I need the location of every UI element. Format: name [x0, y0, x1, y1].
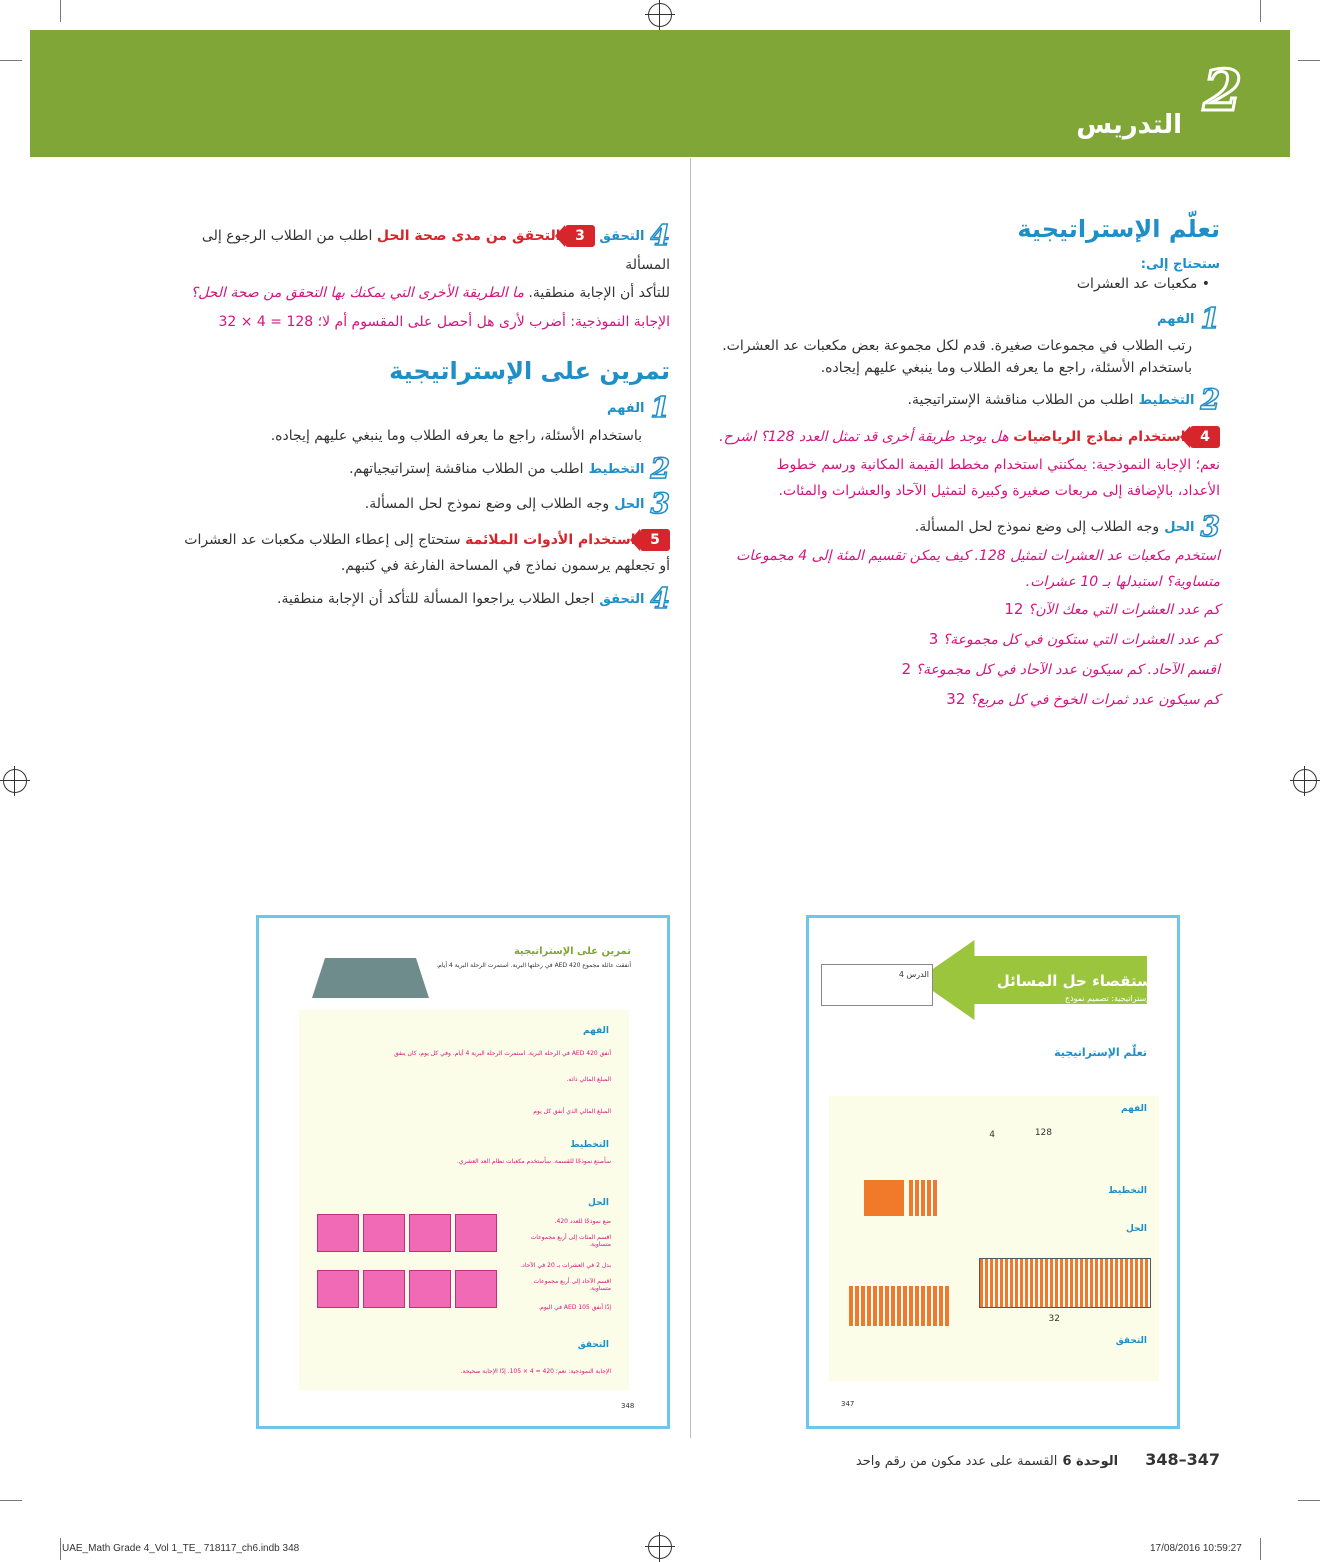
banner-number: 2 [1203, 58, 1242, 124]
step-text: أو تجعلهم يرسمون نماذج في المساحة الفارغة في كتبهم. [340, 558, 670, 574]
step-solve [710, 510, 1220, 715]
crop-mark [1260, 1538, 1261, 1560]
need-label: ستحتاج إلى: [1140, 257, 1220, 272]
tools-line: 5 استخدام الأدوات الملائمة ستحتاج إلى إعطاء الطلاب مكعبات عد العشرات [160, 528, 670, 552]
banner-title: التدريس [1076, 110, 1182, 140]
step-text: اطلب من الطلاب الرجوع إلى المسألة [201, 228, 670, 273]
hundred-block-icon [864, 1180, 904, 1216]
practice-step [160, 391, 670, 448]
practice-step [160, 452, 670, 485]
page-footer [820, 1450, 1220, 1469]
pointer-badge: 4 [1190, 426, 1220, 448]
answer: 3 [928, 630, 939, 648]
solve-line: استخدم مكعبات عد العشرات لتمثيل 128. كيف يمكن تقسيم المئة إلى 4 مجموعات [736, 548, 1220, 564]
math-practice-line [710, 426, 1220, 448]
need-item: • مكعبات عد العشرات [1076, 276, 1210, 292]
file-slug: UAE_Math Grade 4_Vol 1_TE_ 718117_ch6.indb 348 [62, 1543, 300, 1554]
hundred-grid-icon [317, 1214, 359, 1252]
thumb-title: استقصاء حل المسائل [996, 972, 1157, 990]
practice-label: استخدام الأدوات الملائمة [465, 532, 636, 548]
hundred-grid-icon [363, 1214, 405, 1252]
step-number: 4 [650, 219, 670, 252]
step-number: 2 [650, 452, 670, 485]
question: ما الطريقة الأخرى التي يمكنك بها التحقق من صحة الحل؟ [190, 285, 524, 301]
thumb-step: الحل [588, 1198, 609, 1208]
sample-answer: الإجابة النموذجية: أضرب لأرى هل أحصل على المقسوم أم لا؛ 128 = 4 × 32 [218, 314, 670, 330]
crop-mark [60, 0, 61, 22]
thumb-line: المبلغ المالي الذي أنفق كل يوم [533, 1108, 611, 1115]
practice-label: استخدام نماذج الرياضيات [1013, 429, 1186, 445]
thumb-line: اقسم الآحاد إلى أربع مجموعات متساوية. [533, 1278, 611, 1292]
step-text: اطلب من الطلاب مناقشة الإستراتيجية. [907, 392, 1134, 408]
solve-question: كم سيكون عدد ثمرات الخوخ في كل مربع؟ 32 [946, 690, 1220, 708]
answer: 2 [901, 660, 912, 678]
step-label: الفهم [607, 401, 645, 416]
thumb-learn: تعلّم الإستراتيجية [1054, 1046, 1147, 1059]
thumb-value: 32 [1048, 1314, 1060, 1324]
step-text: باستخدام الأسئلة، راجع ما يعرفه الطلاب وما ينبغي عليهم إيجاده. [820, 360, 1192, 376]
practice-label: التحقق من مدى صحة الحل [376, 228, 561, 244]
thumb-title: تمرين على الإستراتيجية [513, 946, 631, 957]
thumb-page-number: 347 [841, 1400, 855, 1408]
solve-line: متساوية؟ استبدلها بـ 10 عشرات. [1025, 574, 1220, 590]
crop-mark [60, 1538, 61, 1560]
student-page-thumbnail [256, 915, 670, 1429]
registration-mark-icon [648, 1535, 672, 1559]
learn-strategy-title: تعلّم الإستراتيجية [1017, 215, 1220, 243]
hundred-grid-icon [455, 1214, 497, 1252]
crop-mark [1298, 1500, 1320, 1501]
left-column [160, 219, 670, 615]
registration-mark-icon [648, 3, 672, 27]
step-text: اجعل الطلاب يراجعوا المسألة للتأكد أن الإجابة منطقية. [277, 591, 595, 607]
thumb-line: ضع نموذجًا للعدد 420. [554, 1218, 611, 1225]
thumb-line: اقسم المئات إلى أربع مجموعات متساوية. [530, 1234, 611, 1248]
thumb-step: التحقق [577, 1340, 609, 1350]
pointer-badge: 5 [640, 529, 670, 551]
step-check-top [160, 219, 670, 337]
answer: 32 [946, 690, 966, 708]
thumb-value: 128 [1034, 1128, 1052, 1138]
crop-mark [1298, 60, 1320, 61]
hundred-grid-icon [317, 1270, 359, 1308]
step-label: التحقق [599, 229, 645, 244]
hundred-grid-icon [363, 1270, 405, 1308]
thumb-step: التخطيط [570, 1140, 609, 1150]
thumb-step: الحل [1126, 1224, 1147, 1234]
step-label: التخطيط [588, 462, 645, 477]
thumb-step: التخطيط [1108, 1186, 1147, 1196]
step-text: للتأكد أن الإجابة منطقية. ما الطريقة الأخرى التي يمكنك بها التحقق من صحة الحل؟ [190, 285, 670, 301]
step-label: الحل [614, 497, 645, 512]
unit-description: القسمة على عدد مكون من رقم واحد [855, 1454, 1058, 1469]
thumb-line: بدل 2 في العشرات بـ 20 في الآحاد. [520, 1262, 611, 1269]
thumb-lesson: الدرس 4 [898, 970, 929, 979]
step-label: التحقق [599, 592, 645, 607]
date-slug: 17/08/2016 10:59:27 [1150, 1543, 1242, 1554]
hundred-grid-icon [409, 1270, 451, 1308]
step-text: وجه الطلاب إلى وضع نموذج لحل المسألة. [914, 519, 1160, 535]
tens-rods-icon [849, 1286, 949, 1326]
practice-step [160, 487, 670, 580]
sample-answer: الأعداد، بالإضافة إلى مربعات صغيرة وكبيرة لتمثيل الآحاد والعشرات والمئات. [778, 483, 1220, 499]
registration-mark-icon [1293, 769, 1317, 793]
car-illustration [299, 958, 429, 998]
crop-mark [0, 60, 22, 61]
step-number: 3 [650, 487, 670, 520]
solve-question: كم عدد العشرات التي ستكون في كل مجموعة؟ 3 [928, 630, 1220, 648]
step-number: 3 [1200, 510, 1220, 543]
thumb-line: الإجابة النموذجية: نعم؛ 420 = 4 × 105. إذًا الإجابة صحيحة. [460, 1368, 611, 1375]
solve-question: كم عدد العشرات التي معك الآن؟ 12 [1004, 600, 1220, 618]
thumb-line: المبلغ المالي ذاته. [566, 1076, 611, 1083]
crop-mark [0, 1500, 22, 1501]
thumb-strategy: الإستراتيجية: تصميم نموذج [1064, 994, 1153, 1003]
step-label: الفهم [1157, 312, 1195, 327]
answer: 12 [1004, 600, 1024, 618]
thumb-line: سأصنع نموذجًا للقسمة. سأستخدم مكعبات نظام العد العشري. [456, 1158, 611, 1165]
sample-answer: نعم؛ الإجابة النموذجية: يمكنني استخدام مخطط القيمة المكانية ورسم خطوط [776, 457, 1220, 473]
groups-box [979, 1258, 1151, 1308]
thumb-step: التحقق [1115, 1336, 1147, 1346]
right-column [710, 215, 1220, 715]
practice-step [160, 582, 670, 615]
thumb-body [299, 1010, 629, 1390]
step-text: اطلب من الطلاب مناقشة إستراتيجياتهم. [349, 461, 584, 477]
thumb-step: الفهم [583, 1026, 609, 1036]
question: هل يوجد طريقة أخرى قد تمثل العدد 128؟ اشرح. [719, 429, 1009, 445]
step-number: 4 [650, 582, 670, 615]
hundred-grid-icon [409, 1214, 451, 1252]
student-page-thumbnail [806, 915, 1180, 1429]
column-divider [690, 158, 691, 1438]
hundred-grid-icon [455, 1270, 497, 1308]
solve-question: اقسم الآحاد. كم سيكون عدد الآحاد في كل مجموعة؟ 2 [901, 660, 1220, 678]
thumb-page-number: 348 [621, 1402, 635, 1410]
page-range: 347–348 [1145, 1450, 1220, 1469]
step-plan [710, 383, 1220, 504]
step-text: رتب الطلاب في مجموعات صغيرة. قدم لكل مجموعة بعض مكعبات عد العشرات. [722, 338, 1192, 354]
step-understand [710, 302, 1220, 379]
registration-mark-icon [3, 769, 27, 793]
step-label: الحل [1164, 520, 1195, 535]
thumb-value: 4 [989, 1130, 995, 1140]
unit-label: الوحدة 6 [1062, 1454, 1119, 1469]
tens-rods-icon [909, 1180, 939, 1216]
step-text: باستخدام الأسئلة، راجع ما يعرفه الطلاب وما ينبغي عليهم إيجاده. [270, 428, 642, 444]
step-label: التخطيط [1138, 393, 1195, 408]
step-number: 2 [1200, 383, 1220, 416]
thumb-line: إذًا أنفق AED 105 في اليوم. [538, 1304, 611, 1311]
step-number: 1 [1200, 302, 1220, 335]
pointer-badge: 3 [565, 225, 595, 247]
step-number: 1 [650, 391, 670, 424]
step-text: وجه الطلاب إلى وضع نموذج لحل المسألة. [364, 496, 610, 512]
thumb-intro: أنفقت عائلة مجموع AED 420 في رحلتها البرية. استمرت الرحلة البرية 4 أيام. [436, 962, 631, 969]
thumb-line: أنفق AED 420 في الرحلة البرية. استمرت الرحلة البرية 4 أيام. وفي كل يوم، كان ينفق [394, 1050, 611, 1057]
crop-mark [1260, 0, 1261, 22]
thumb-step: الفهم [1121, 1104, 1147, 1114]
practice-strategy-title: تمرين على الإستراتيجية [389, 357, 670, 385]
